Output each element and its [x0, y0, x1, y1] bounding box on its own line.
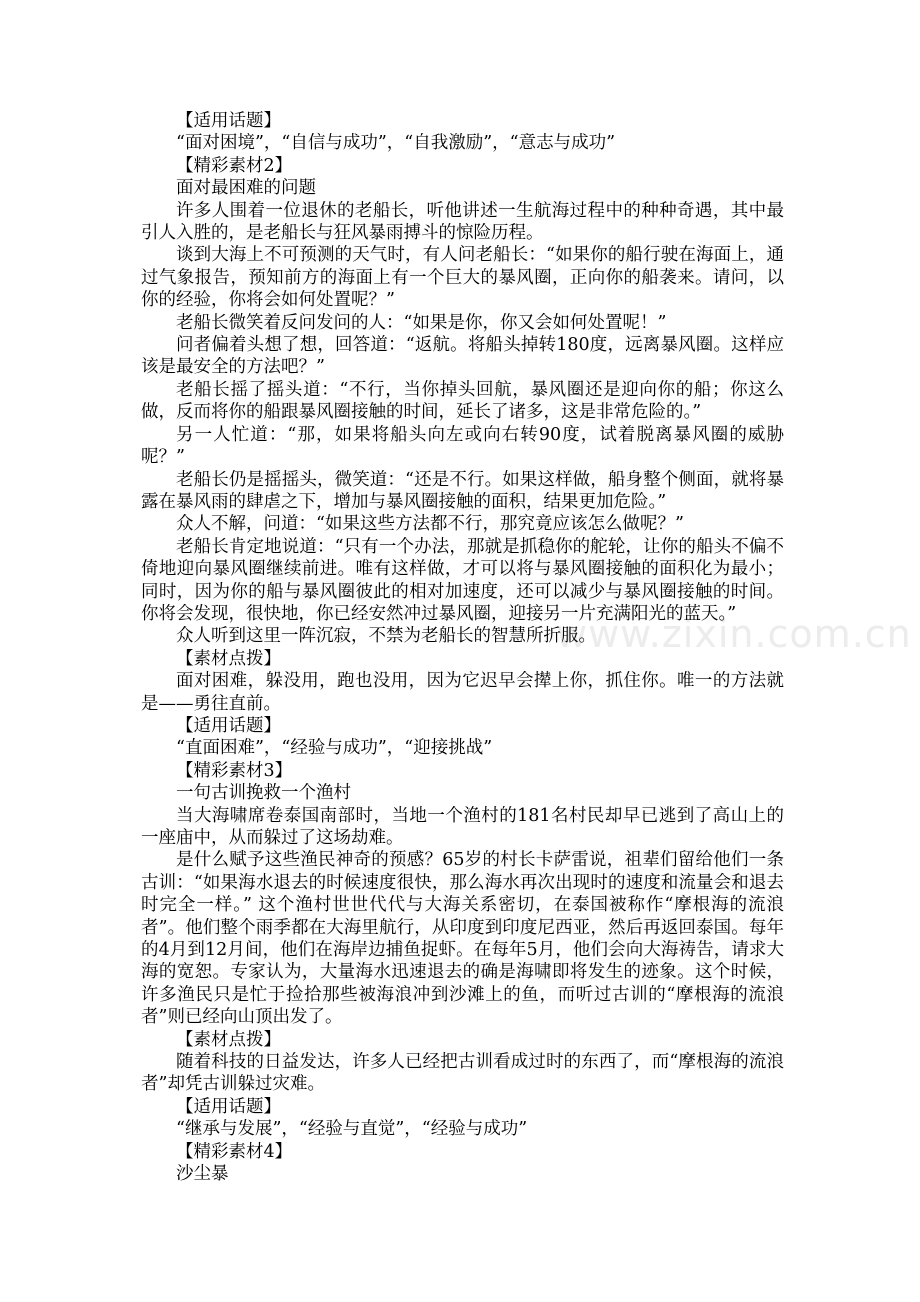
material-heading: 【精彩素材4】 — [176, 1141, 293, 1162]
topic-heading: 【适用话题】 — [176, 1096, 281, 1117]
material-heading: 【精彩素材2】 — [176, 155, 293, 176]
body-paragraph: 老船长微笑着反问发问的人：“如果是你，你又会如何处置呢！” — [176, 312, 667, 333]
document-body — [141, 110, 784, 1186]
commentary-heading: 【素材点拨】 — [176, 648, 281, 669]
body-paragraph: 老船长仍是摇摇头，微笑道：“还是不行。如果这样做，船身整个侧面，就将暴露在暴风雨的肆虐之下，增加与暴风圈接触的面积，结果更加危险。” — [141, 469, 784, 512]
body-paragraph: 老船长肯定地说道：“只有一个办法，那就是抓稳你的舵轮，让你的船头不偏不倚地迎向暴风圈继续前进。唯有这样做，才可以将与暴风圈接触的面积化为最小；同时，因为你的船与暴风圈彼此的相对加速度，还可以减少与暴风圈接触的时间。你将会发现，很快地，你已经安然冲过暴风圈，迎接另一片充满阳光的蓝天。” — [141, 536, 784, 624]
body-paragraph: 当大海啸席卷泰国南部时，当地一个渔村的181名村民却早已逃到了高山上的一座庙中，从而躲过了这场劫难。 — [141, 805, 784, 848]
topic-list: “直面困难”，“经验与成功”，“迎接挑战” — [176, 738, 493, 759]
body-paragraph: 问者偏着头想了想，回答道：“返航。将船头掉转180度，远离暴风圈。这样应该是最安全的方法吧？” — [141, 335, 784, 378]
topic-heading: 【适用话题】 — [176, 111, 281, 131]
body-paragraph: 谈到大海上不可预测的天气时，有人问老船长：“如果你的船行驶在海面上，通过气象报告，预知前方的海面上有一个巨大的暴风圈，正向你的船袭来。请问，以你的经验，你将会如何处置呢？” — [141, 245, 784, 311]
watermark: www.zixin.com.cn — [556, 612, 912, 656]
commentary-heading: 【素材点拨】 — [176, 1029, 281, 1050]
body-paragraph: 众人不解，问道：“如果这些方法都不行，那究竟应该怎么做呢？” — [176, 514, 684, 535]
body-paragraph: 另一人忙道：“那，如果将船头向左或向右转90度，试着脱离暴风圈的威胁呢？” — [141, 424, 784, 468]
topic-heading: 【适用话题】 — [176, 715, 281, 736]
material-heading: 【精彩素材3】 — [176, 760, 293, 781]
topic-list: “面对困境”，“自信与成功”，“自我激励”，“意志与成功” — [176, 133, 616, 154]
body-paragraph: 是什么赋予这些渔民神奇的预感？65岁的村长卡萨雷说，祖辈们留给他们一条古训：“如果海水退去的时候速度很快，那么海水再次出现时的速度和流量会和退去时完全一样。” 这个渔村世世代代与大海关系密切，在泰国被称作“摩根海的流浪者”。他们整个雨季都在大海里航行，从印度到印度尼西亚，然后再返回泰国。每年的4月到12月间，他们在海岸边捕鱼捉虾。在每年5月，他们会向大海祷告，请求大海的宽恕。专家认为，大量海水迅速退去的确是海啸即将发生的迹象。这个时候，许多渔民只是忙于捡拾那些被海浪冲到沙滩上的鱼，而听过古训的“摩根海的流浪者”则已经向山顶出发了。 — [141, 850, 784, 1028]
body-paragraph: 众人听到这里一阵沉寂，不禁为老船长的智慧所折服。 — [176, 626, 596, 647]
body-paragraph: 许多人围着一位退休的老船长，听他讲述一生航海过程中的种种奇遇，其中最引人入胜的，是老船长与狂风暴雨搏斗的惊险历程。 — [141, 200, 784, 244]
material-title: 沙尘暴 — [176, 1164, 229, 1185]
commentary-paragraph: 面对困难，躲没用，跑也没用，因为它迟早会撵上你，抓住你。唯一的方法就是——勇往直前。 — [141, 671, 784, 714]
material-title: 面对最困难的问题 — [176, 178, 316, 199]
topic-list: “继承与发展”，“经验与直觉”，“经验与成功” — [176, 1119, 528, 1140]
body-paragraph: 老船长摇了摇头道：“不行，当你掉头回航，暴风圈还是迎向你的船；你这么做，反而将你的船跟暴风圈接触的时间，延长了诸多，这是非常危险的。” — [141, 379, 784, 423]
material-title: 一句古训挽救一个渔村 — [176, 783, 351, 804]
commentary-paragraph: 随着科技的日益发达，许多人已经把古训看成过时的东西了，而“摩根海的流浪者”却凭古训躲过灾难。 — [141, 1052, 784, 1095]
